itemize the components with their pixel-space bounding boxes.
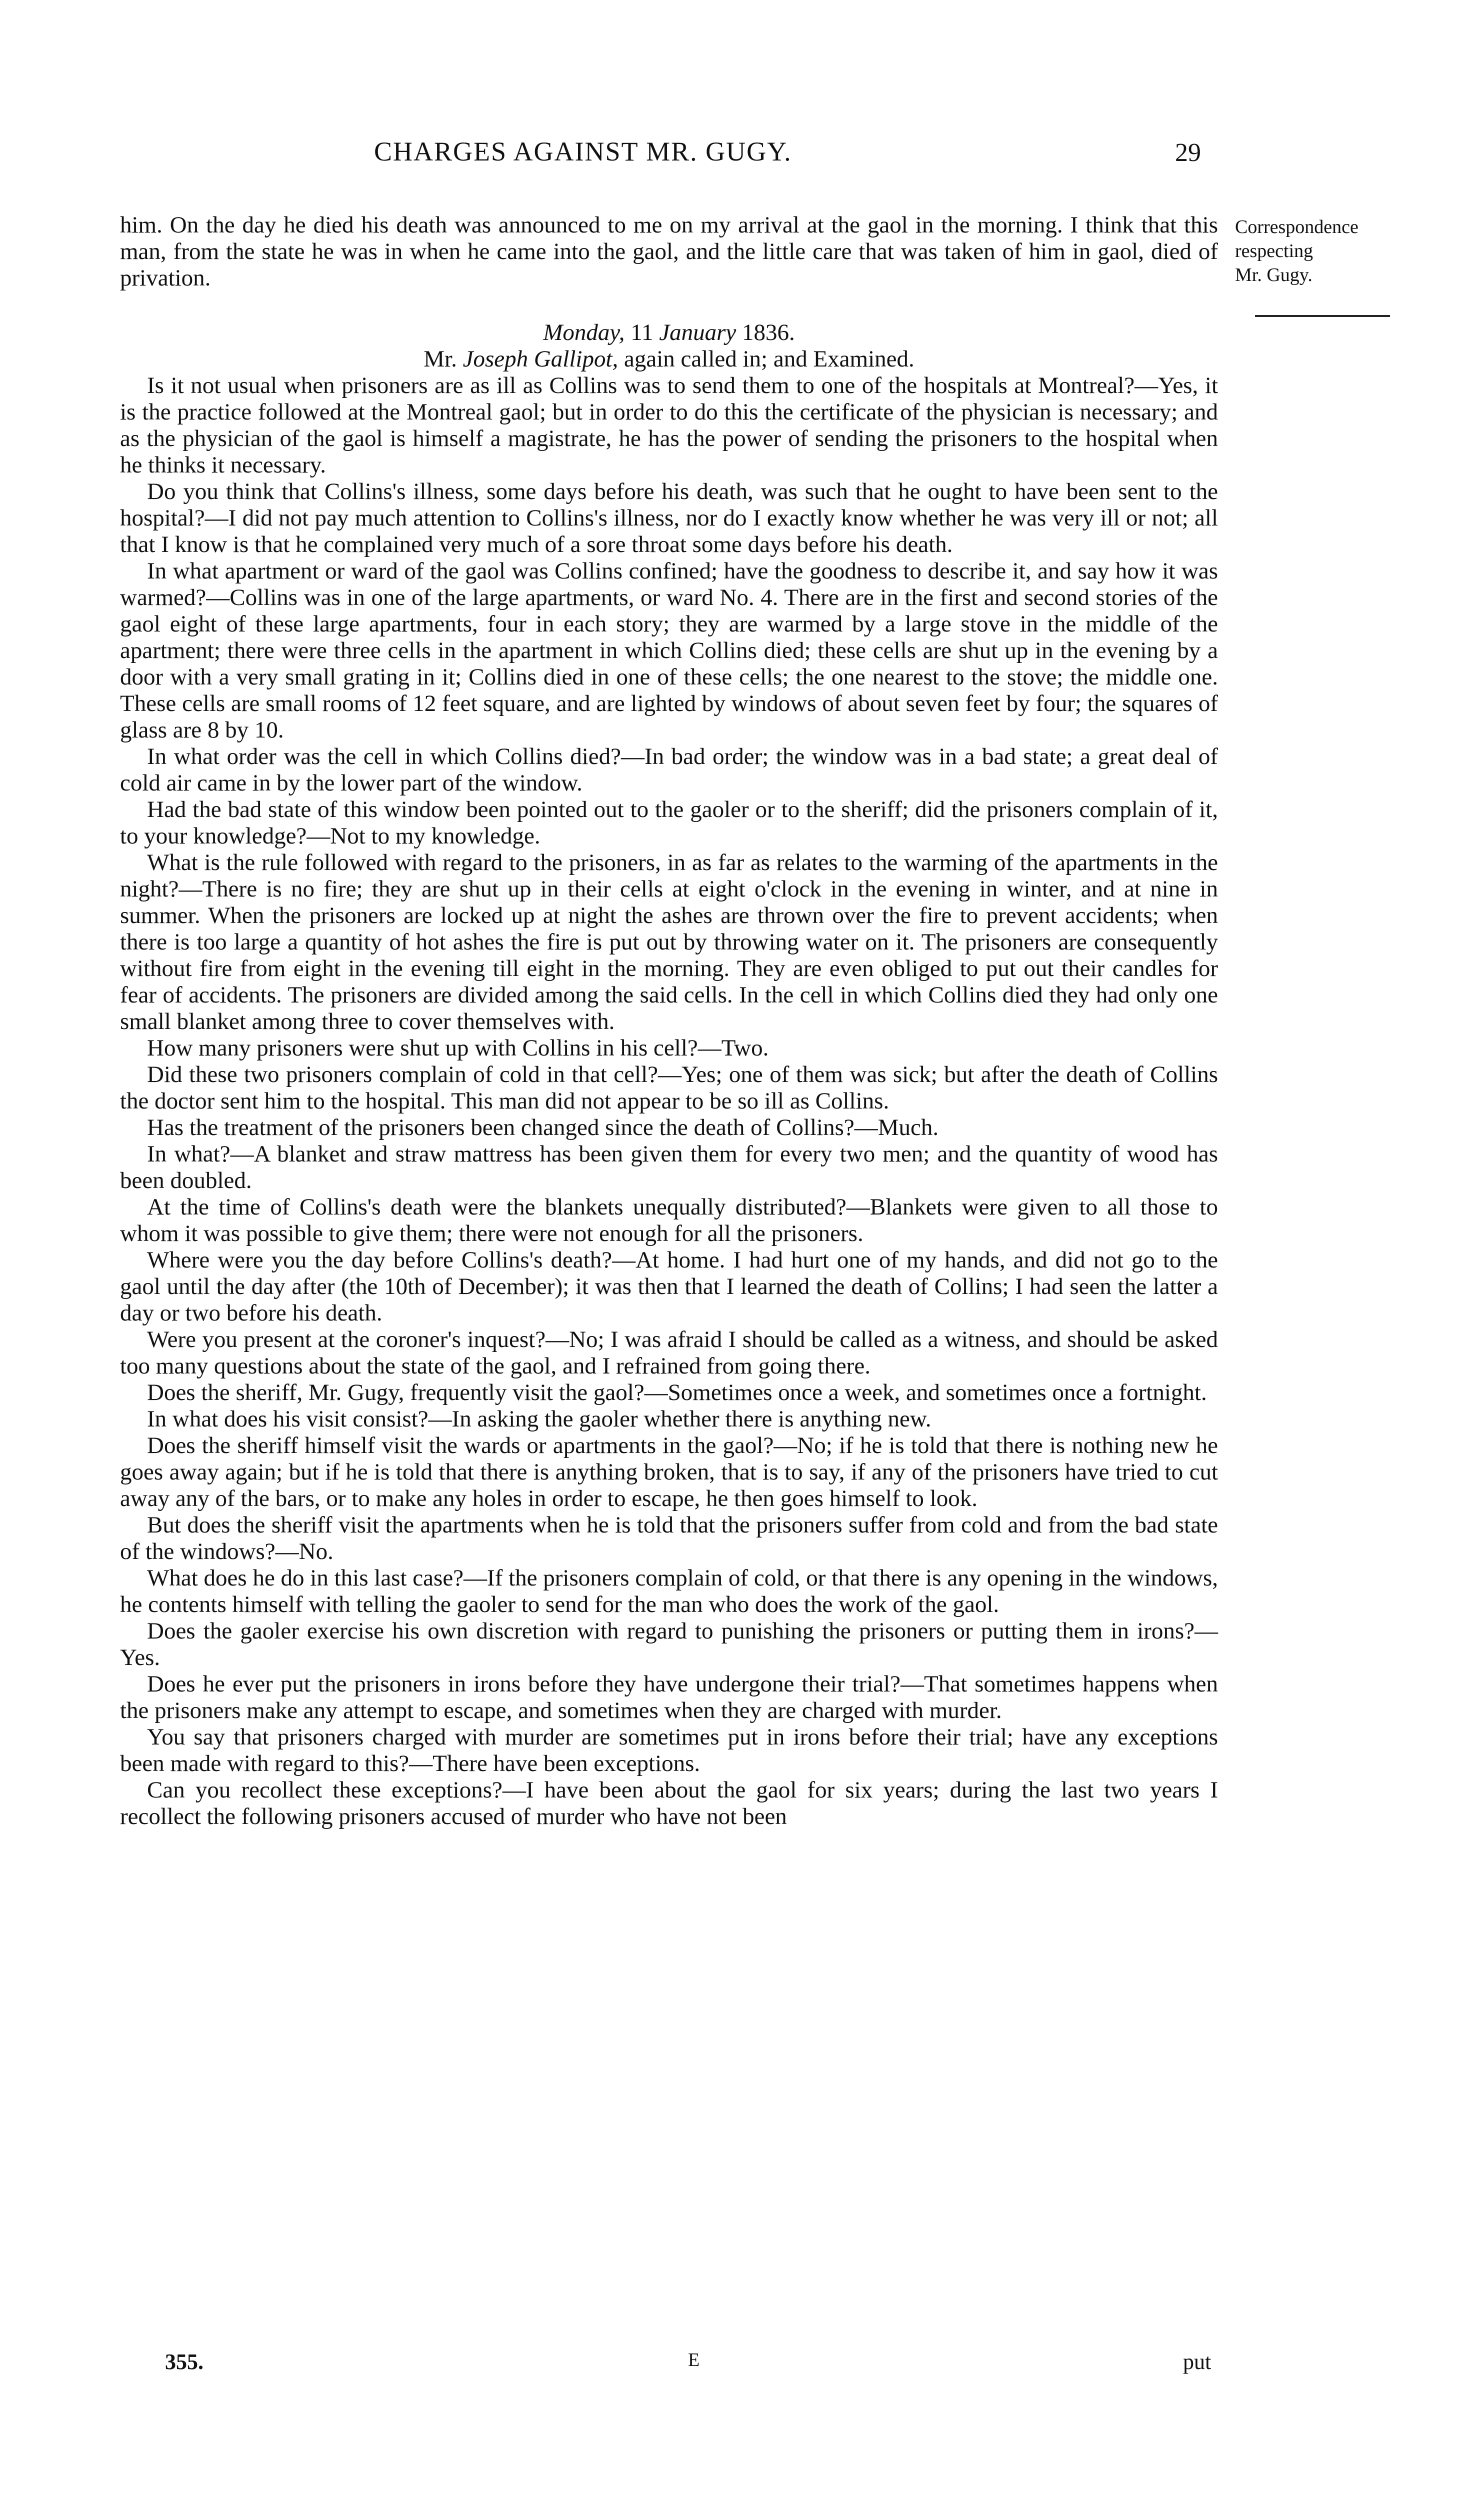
exam-suffix: again called in; and Examined. [624,346,914,372]
margin-note-line: respecting [1235,240,1314,262]
running-title: CHARGES AGAINST MR. GUGY. [374,136,792,166]
date-weekday: Monday, [543,320,625,346]
witness-name: Joseph Gallipot, [462,346,618,372]
opening-paragraph: him. On the day he died his death was announced to me on my arrival at the gaol in the morning. I think that this man, from the state he was in when he came into the gaol, and the little care that was taken of him in gaol, died of privation. [120,212,1218,291]
exam-prefix: Mr. [424,346,457,372]
page-footer [0,2349,1484,2384]
page-number: 29 [1175,138,1201,167]
qa-paragraph: In what order was the cell in which Collins died?—In bad order; the window was in a bad state; a great deal of cold air came in by the lower part of the window. [120,744,1218,796]
examination-line [120,346,1218,372]
qa-paragraph: Does the gaoler exercise his own discretion with regard to punishing the prisoners or putting them in irons?—Yes. [120,1618,1218,1670]
qa-paragraph: But does the sheriff visit the apartments when he is told that the prisoners suffer from cold and from the bad state of the windows?—No. [120,1512,1218,1564]
qa-paragraph: What is the rule followed with regard to the prisoners, in as far as relates to the warming of the apartments in the night?—There is no fire; they are shut up in their cells at eight o'clock in the evening in winter, and at nine in summer. When the prisoners are locked up at night the ashes are thrown over the fire to prevent accidents; when there is too large a quantity of hot ashes the fire is put out by throwing water on it. The prisoners are consequently without fire from eight in the evening till eight in the morning. They are even obliged to put out their candles for fear of accidents. The prisoners are divided among the said cells. In the cell in which Collins died they had only one small blanket among three to cover themselves with. [120,850,1218,1034]
date-day: 11 [630,320,654,346]
qa-paragraph: What does he do in this last case?—If the prisoners complain of cold, or that there is any opening in the windows, he contents himself with telling the gaoler to send for the man who does the work of the gaol. [120,1565,1218,1618]
qa-paragraph: Has the treatment of the prisoners been changed since the death of Collins?—Much. [147,1114,939,1140]
qa-paragraph: Does the sheriff, Mr. Gugy, frequently visit the gaol?—Sometimes once a week, and sometimes once a fortnight. [147,1380,1207,1406]
page-header [0,136,1484,181]
qa-paragraph: At the time of Collins's death were the blankets unequally distributed?—Blankets were given to all those to whom it was possible to give them; there were not enough for all the prisoners. [120,1194,1218,1246]
date-line [120,320,1218,346]
date-month: January [659,320,736,346]
qa-paragraph: Does he ever put the prisoners in irons before they have undergone their trial?—That sometimes happens when the prisoners make any attempt to escape, and sometimes when they are charged with murder. [120,1671,1218,1724]
qa-paragraph: Do you think that Collins's illness, some days before his death, was such that he ought to have been sent to the hospital?—I did not pay much attention to Collins's illness, nor do I exactly know whether he was very ill or not; all that I know is that he complained very much of a sore throat some days before his death. [120,478,1218,558]
qa-paragraph: Had the bad state of this window been pointed out to the gaoler or to the sheriff; did the prisoners complain of it, to your knowledge?—Not to my knowledge. [120,796,1218,849]
signature-number: 355. [165,2350,204,2374]
qa-paragraph: Were you present at the coroner's inquest?—No; I was afraid I should be called as a witness, and should be asked too many questions about the state of the gaol, and I refrained from going there. [120,1326,1218,1379]
qa-paragraph: Can you recollect these exceptions?—I have been about the gaol for six years; during the last two years I recollect the following prisoners accused of murder who have not been [120,1777,1218,1830]
qa-paragraph: In what does his visit consist?—In asking the gaoler whether there is anything new. [147,1406,932,1432]
margin-rule [1255,315,1390,317]
qa-paragraph: In what apartment or ward of the gaol was Collins confined; have the goodness to describe it, and say how it was warmed?—Collins was in one of the large apartments, or ward No. 4. There are in the first and second stories of the gaol eight of these large apartments, four in each story; they are warmed by a large stove in the middle of the apartment; there were three cells in the apartment in which Collins died; these cells are shut up in the evening by a door with a very small grating in it; Collins died in one of these cells; the one nearest to the stove; the middle one. These cells are small rooms of 12 feet square, and are lighted by windows of about seven feet by four; the squares of glass are 8 by 10. [120,558,1218,743]
catchword: put [1183,2350,1212,2374]
margin-note-line: Mr. Gugy. [1235,264,1312,286]
margin-note [1235,215,1415,287]
signature-letter: E [688,2350,700,2370]
date-year: 1836. [742,320,795,346]
qa-paragraph: Did these two prisoners complain of cold in that cell?—Yes; one of them was sick; but after the death of Collins the doctor sent him to the hospital. This man did not appear to be so ill as Collins. [120,1062,1218,1114]
main-text [120,212,1218,1830]
margin-note-line: Correspondence [1235,216,1358,238]
qa-paragraph: You say that prisoners charged with murder are sometimes put in irons before their trial; have any exceptions been made with regard to this?—There have been exceptions. [120,1724,1218,1776]
qa-paragraph: In what?—A blanket and straw mattress has been given them for every two men; and the quantity of wood has been doubled. [120,1141,1218,1194]
qa-paragraph: Is it not usual when prisoners are as ill as Collins was to send them to one of the hospitals at Montreal?—Yes, it is the practice followed at the Montreal gaol; but in order to do this the certificate of the physician is necessary; and as the physician of the gaol is himself a magistrate, he has the power of sending the prisoners to the hospital when he thinks it necessary. [120,372,1218,478]
qa-paragraph: Where were you the day before Collins's death?—At home. I had hurt one of my hands, and did not go to the gaol until the day after (the 10th of December); it was then that I learned the death of Collins; I had seen the latter a day or two before his death. [120,1247,1218,1326]
qa-paragraph: Does the sheriff himself visit the wards or apartments in the gaol?—No; if he is told that there is nothing new he goes away again; but if he is told that there is anything broken, that is to say, if any of the prisoners have tried to cut away any of the bars, or to make any holes in order to escape, he then goes himself to look. [120,1432,1218,1512]
qa-paragraph: How many prisoners were shut up with Collins in his cell?—Two. [147,1035,769,1061]
